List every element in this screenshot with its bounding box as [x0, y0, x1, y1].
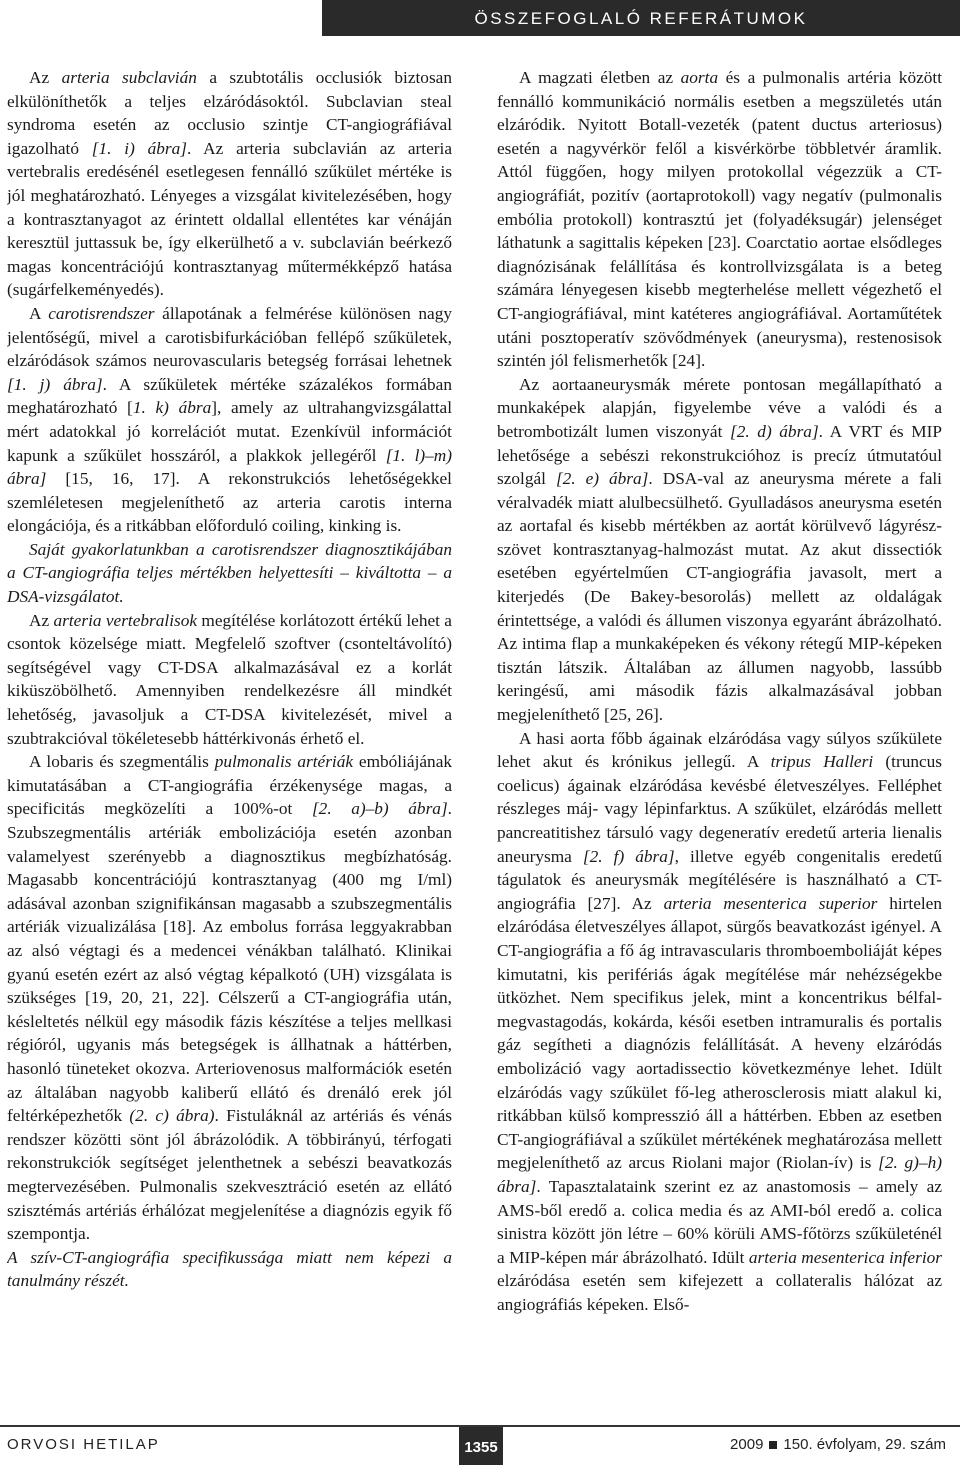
text-run: . Szubszegmentális artériák embolizációja esetén azonban valamelyest szerényebb a diagnosztikus megbízhatóság. Magasabb koncentrációjú kontrasztanyag (400 mg I/ml) adásával azonban szignifikánsan magasabb a szubszegmentális artériák vizualizálása [18]. Az embolus forrása leggyakrabban az alsó végtagi és a medencei vénákban található. Klinikai gyanú esetén ezért az alsó végtag képalkotó (UH) vizsgálata is szükséges [19, 20, 21, 22]. Célszerű a CT-angiográfia után, késleltetés nélkül egy második fázis készítése a teljes mellkasi régióról, ugyanis más betegségek is állhatnak a háttérben, hasonló tüneteket okozva. Arteriovenosus malformációk esetén az általában nagyobb kaliberű ellátó és drenáló erek jól feltérképezhetők	[7, 799, 452, 1126]
italic-text: pulmonalis artériák	[214, 752, 354, 772]
italic-text: aorta	[680, 68, 719, 87]
italic-text: arteria mesenterica superior	[663, 893, 878, 913]
text-run: megítélése korlátozott értékű lehet a csontok közelsége miatt. Megfelelő szoftver (csonteltávolító) segítségével vagy CT-DSA alkalmazásával ez a korlát kiküszöbölhető. Amennyiben rendelkezésre áll mindkét lehetőség, javasoljuk a CT-DSA kivitelezését, mivel a szubtrakcióval tökéletesebb háttérkivonás érhető el.	[7, 610, 452, 748]
text-run: és a pulmonalis artéria között fennálló kommunikáció normális esetben a megszületés után elzáródik. Nyitott Botall-vezeték (patent ductus arteriosus) esetén a nagyvérkör felől a kisvérkörbe többletvér áramlik. Attól függően, hogy milyen protokollal végezzük a CT-angiográfiát, pozitív (aortaprotokoll) vagy negatív (pulmonalis embólia protokoll) kontrasztú jet (folyadéksugár) jelenséget láthatunk a sagittalis képeken [23]. Coarctatio aortae elsődleges diagnózisának felállítása és kontrollvizsgálata is a beteg számára lényegesen kisebb megterhelése mellett végezhető el CT-angiográfiával, mint katéteres angiográfiával. Aortaműtétek utáni posztoperatív szövődmények (aneurysma), restenosisok szintén jól felismerhetők [24].	[497, 68, 942, 371]
paragraph	[7, 609, 452, 751]
paragraph-note: A szív-CT-angiográfia specifikussága miatt nem képezi a tanulmány részét.	[7, 1247, 452, 1291]
text-run: [15, 16, 17]. A rekonstrukciós lehetőségekkel szemléletesen megjeleníthető az arteria carotis interna elongációja, és a ritkábban előforduló coiling, kinking is.	[7, 469, 452, 536]
text-run: elzáródása esetén sem kifejezett a collateralis hálózat az angiográfiás képeken. Első-	[497, 1271, 942, 1314]
year: 2009	[730, 1436, 764, 1453]
text-run: . A szűkületek mértéke százalékos formában meghatározható [	[7, 374, 452, 418]
right-column	[497, 66, 942, 1406]
text-run: . A VRT és MIP lehetősége a sebészi rekonstrukcióhoz is precíz útmutatóul szolgál	[497, 421, 942, 489]
italic-text: arteria subclavián	[61, 68, 197, 87]
paragraph	[7, 302, 452, 538]
text-run: A hasi aorta főbb ágainak elzáródása vagy súlyos szűkülete lehet akut és krónikus jellegű. A	[497, 728, 942, 772]
text-run: . DSA-val az aneurysma mérete a fali véralvadék miatt alulbecsülhető. Gyulladásos aneurysma esetén az aortafal és kisebb mértékben az aortát körülvevő lágyrész-szövet kontrasztanyag-halmozást mutat. Az akut dissectiók esetében egyértelműen CT-angiográfia javasolt, mert a kiterjedés (De Bakey-besorolás) mellett az oldalágak érintettsége, a valódi és állumen viszonya egyaránt ábrázolható. Az intima flap a munkaképeken és vékony rétegű MIP-képeken tisztán látszik. Általában az állumen nagyobb, lassúbb keringésű, ami második fázis alkalmazásával jobban megjeleníthető [25, 26].	[497, 469, 942, 725]
text-run: ], amely az ultrahangvizsgálattal mért adatokkal jó korrelációt mutat. Ezenkívül információt kapunk a szűkület hosszáról, a plakkok jellegéről	[7, 398, 452, 465]
paragraph	[7, 750, 452, 1245]
italic-text: [1. i) ábra]	[91, 138, 187, 158]
left-column	[7, 66, 452, 1406]
text-run: embóliájának kimutatásában a CT-angiográfia érzékenysége magas, a specificitás megközelíti a 100%-ot	[7, 752, 452, 819]
italic-text: carotisrendszer	[48, 303, 155, 323]
section-title: ÖSSZEFOGLALÓ REFERÁTUMOK	[474, 9, 808, 28]
italic-text: [2. f) ábra]	[582, 846, 675, 866]
paragraph	[497, 373, 942, 727]
italic-text: [2. a)–b) ábra]	[311, 799, 448, 819]
italic-text: [1. l)–m) ábra]	[7, 445, 452, 489]
text-run: A	[29, 303, 49, 323]
paragraph	[497, 66, 942, 373]
italic-text: (2. c) ábra)	[129, 1106, 215, 1126]
text-run: Az aortaaneurysmák mérete pontosan megállapítható a munkaképek alapján, figyelembe véve a valódi és a betrombotizált lumen viszonyát	[497, 374, 942, 441]
italic-text: arteria mesenterica inferior	[748, 1247, 942, 1267]
journal-name: ORVOSI HETILAP	[7, 1436, 160, 1453]
text-run: A lobaris és szegmentális	[29, 752, 215, 772]
text-run: Az	[29, 610, 54, 630]
volume: 150. évfolyam, 29. szám	[783, 1436, 946, 1453]
text-run: hirtelen elzáródása életveszélyes állapot, sürgős beavatkozást igényel. A CT-angiográfia a fő ág intravascularis thromboemboliáját képes kimutatni, kis perifériás ágak megítélése már nehézségekbe ütközhet. Nem specifikus jelek, mint a koncentrikus bélfal-megvastagodás, kokárda, késői esetben intramuralis és portalis gáz segítheti a diagnózis felállítását. A heveny elzáródás embolizáció vagy aortadissectio következménye lehet. Idült elzáródás vagy szűkület fő-leg atherosclerosis miatt alakul ki, ritkábban külső kompresszió áll a háttérben. Ebben az esetben CT-angiográfiával a szűkület mértékének meghatározása mellett megjeleníthető az arcus Riolani major (Riolan-ív) is	[497, 893, 942, 1173]
italic-text: [2. d) ábra]	[730, 421, 819, 441]
italic-text: 1. k) ábra	[132, 398, 212, 418]
italic-text: [1. j) ábra]	[7, 374, 103, 394]
paragraph	[497, 727, 942, 1317]
text-run: . Az arteria subclavián az arteria vertebralis eredésénél esetlegesen fennálló szűkület mértéke is jól meghatározható. Lényeges a vizsgálat kivitelezésében, hogy a kontrasztanyagot az érintett oldallal ellentétes kar vénáján keresztül juttassuk be, így elkerülhető a v. subclavián beérkező magas koncentrációjú kontrasztanyag műtermékképző hatása (sugárfelkeményedés).	[7, 138, 452, 300]
text-run: . Tapasztalataink szerint ez az anastomosis – amely az AMS-ből eredő a. colica media és az AMI-ból eredő a. colica sinistra között jön létre – 60% körüli AMS-főtörzs szűkületénél a MIP-képen már ábrázolható. Idült	[497, 1176, 942, 1267]
text-run: állapotának a felmérése különösen nagy jelentőségű, mivel a carotisbifurkációban fellépő szűkületek, elzáródások számos neurovascularis betegség forrásai lehetnek	[7, 303, 452, 371]
italic-text: arteria vertebralisok	[53, 610, 198, 630]
text-run: Az	[29, 68, 62, 87]
italic-text: tripus Halleri	[770, 752, 874, 772]
paragraph	[7, 66, 452, 302]
page-number: 1355	[464, 1439, 498, 1456]
text-run: . Fistuláknál az artériás és vénás rendszer közötti sönt jól ábrázolódik. A többirányú, térfogati rekonstrukciók segítséget jelenthetnek a sebészi beavatkozás megtervezésében. Pulmonalis szekvesztráció esetén az ellátó szisztémás artériás érhálózat megjelenítése a diagnózis egyik fő szempontja.	[7, 1106, 452, 1244]
issue-info	[730, 1436, 946, 1453]
text-run: (truncus coelicus) ágainak elzáródása kevésbé életveszélyes. Felléphet részleges máj- vagy lépinfarktus. A szűkület, elzáródás mellett pancreatitishez társuló vagy degeneratív eredetű arteria lienalis aneurysma	[497, 752, 942, 866]
italic-text: [2. e) ábra]	[555, 469, 649, 489]
italic-text: [2. g)–h) ábra]	[497, 1153, 942, 1196]
text-run: , illetve egyéb congenitalis eredetű tágulatok és aneurysmák megítélésére is használható a CT-angiográfia [27]. Az	[497, 846, 942, 913]
text-run: a szubtotális occlusiók biztosan elkülöníthetők a teljes elzáródásoktól. Subclavian steal syndroma esetén az occlusio szintje CT-angiográfiával igazolható	[7, 68, 452, 158]
paragraph-conclusion: Saját gyakorlatunkban a carotisrendszer diagnosztikájában a CT-angiográfia teljes mértékben helyettesíti – kiváltotta – a DSA-vizsgálatot.	[7, 539, 452, 607]
square-separator-icon	[769, 1441, 777, 1449]
text-run: A magzati életben az	[519, 68, 681, 87]
